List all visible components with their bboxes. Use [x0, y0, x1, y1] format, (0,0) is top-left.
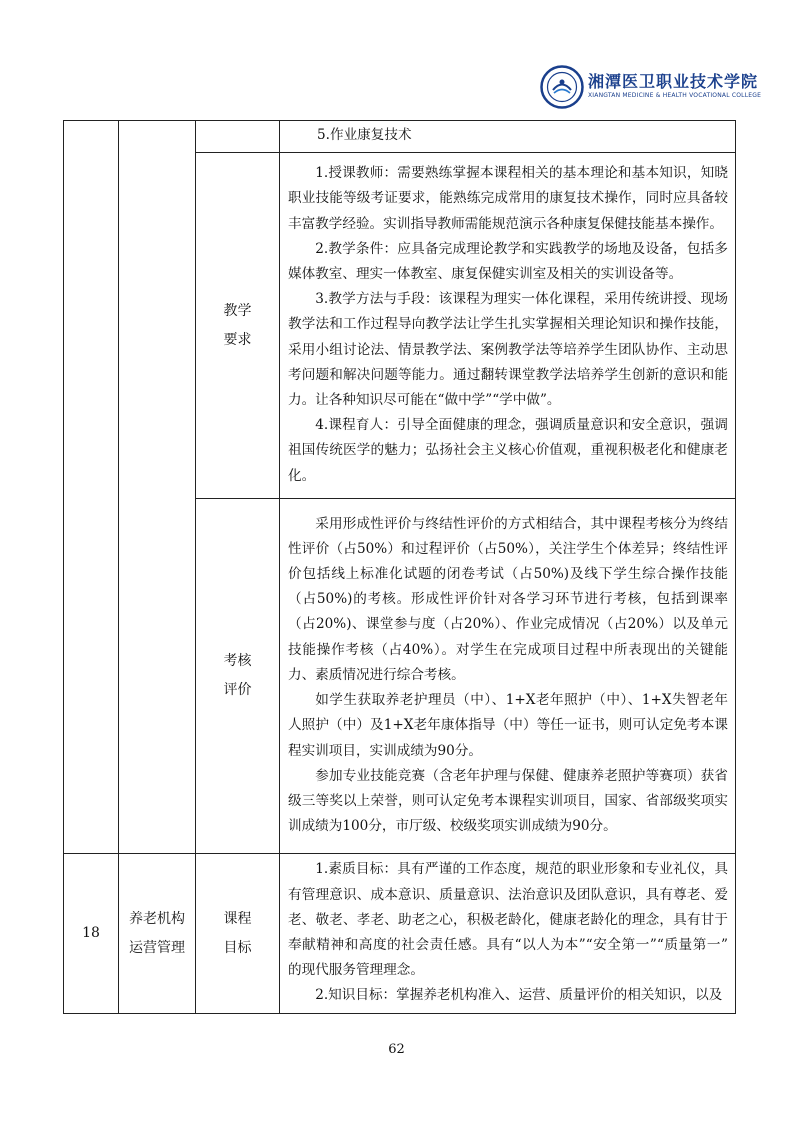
content-text: 5.作业康复技术	[317, 127, 412, 144]
paragraph: 1.授课教师：需要熟练掌握本课程相关的基本理论和基本知识，知晓职业技能等级考证要求，能熟练完成常用的康复技术操作，同时应具备较丰富教学经验。实训指导教师需能规范演示各种康复保健技能基本操作。	[288, 165, 728, 232]
assessment-content-cell	[280, 499, 736, 854]
paragraph: 采用形成性评价与终结性评价的方式相结合，其中课程考核分为终结性评价（占50%）和过程评价（占50%），关注学生个体差异；终结性评价包括线上标准化试题的闭卷考试（占50%)及线下学生综合操作技能（占50%)的考核。形成性评价针对各学习环节进行考核，包括到课率（占20%)、课堂参与度（占20%）、作业完成情况（占20%）以及单元技能操作考核（占40%）。对学生在完成项目过程中所表现出的关键能力、素质情况进行综合考核。	[288, 515, 728, 683]
objective-label-line-1: 课程	[223, 910, 252, 927]
course-name-cell-continued	[119, 121, 196, 854]
assessment-label-line-1: 考核	[223, 653, 252, 669]
course-name-line-2: 运营管理	[129, 939, 185, 956]
paragraph: 4.课程育人：引导全面健康的理念，强调质量意识和安全意识，强调祖国传统医学的魅力；弘扬社会主义核心价值观，重视积极老化和健康老化。	[288, 417, 728, 484]
course-number: 18	[82, 925, 100, 941]
course-name-line-1: 养老机构	[129, 910, 185, 927]
assessment-label-cell	[196, 499, 280, 854]
paragraph: 参加专业技能竞赛（含老年护理与保健、健康养老照护等赛项）获省级三等奖以上荣誉，则可认定免考本课程实训项目，国家、省部级奖项实训成绩为100分，市厅级、校级奖项实训成绩为90分。	[288, 767, 728, 835]
paragraph: 如学生获取养老护理员（中）、1+X老年照护（中）、1+X失智老年人照护（中）及1+X老年康体指导（中）等任一证书，则可认定免考本课程实训项目，实训成绩为90分。	[288, 692, 728, 759]
college-english-name: XIANGTAN MEDICINE & HEALTH VOCATIONAL COLLEGE	[588, 92, 762, 99]
paragraph: 2.教学条件：应具备完成理论教学和实践教学的场地及设备，包括多媒体教室、理实一体教室、康复保健实训室及相关的实训设备等。	[288, 240, 728, 282]
objective-content-cell	[280, 854, 736, 1014]
table-row-18	[64, 854, 736, 1014]
objective-label-cell	[196, 854, 280, 1014]
college-logo	[540, 65, 762, 110]
course-name-cell	[119, 854, 196, 1014]
teaching-content-cell	[280, 153, 736, 499]
paragraph: 1.素质目标：具有严谨的工作态度，规范的职业形象和专业礼仪，具有管理意识、成本意识、质量意识、法治意识及团队意识，具有尊老、爱老、敬老、孝老、助老之心，积极老龄化，健康老龄化的理念，具有甘于奉献精神和高度的社会责任感。具有“以人为本”“安全第一”“质量第一” 的现代服务管理理念。	[288, 861, 728, 979]
teaching-label-cell	[196, 153, 280, 499]
page-number: 62	[388, 1042, 405, 1057]
course-table	[63, 120, 736, 1014]
paragraph: 2.知识目标：掌握养老机构准入、运营、质量评价的相关知识，以及	[315, 987, 723, 1004]
assessment-label-line-2: 评价	[223, 682, 252, 698]
objective-label-line-2: 目标	[223, 939, 252, 956]
teaching-label-line-1: 教学	[223, 302, 252, 319]
college-name: 湘潭医卫职业技术学院	[588, 72, 759, 91]
number-cell-continued	[64, 121, 119, 854]
teaching-label-line-2: 要求	[223, 331, 252, 348]
paragraph: 3.教学方法与手段：该课程为理实一体化课程，采用传统讲授、现场教学法和工作过程导向教学法让学生扎实掌握相关理论知识和操作技能，采用小组讨论法、情景教学法、案例教学法等培养学生团队协作、主动思考问题和解决问题等能力。通过翻转课堂教学法培养学生创新的意识和能力。让各种知识尽可能在“做中学”“学中做”。	[288, 291, 728, 408]
label-cell-continued	[196, 121, 280, 153]
course-number-cell	[64, 854, 119, 1014]
content-cell-top	[280, 121, 736, 153]
table-row-top	[64, 121, 736, 153]
college-emblem-icon	[540, 65, 584, 109]
